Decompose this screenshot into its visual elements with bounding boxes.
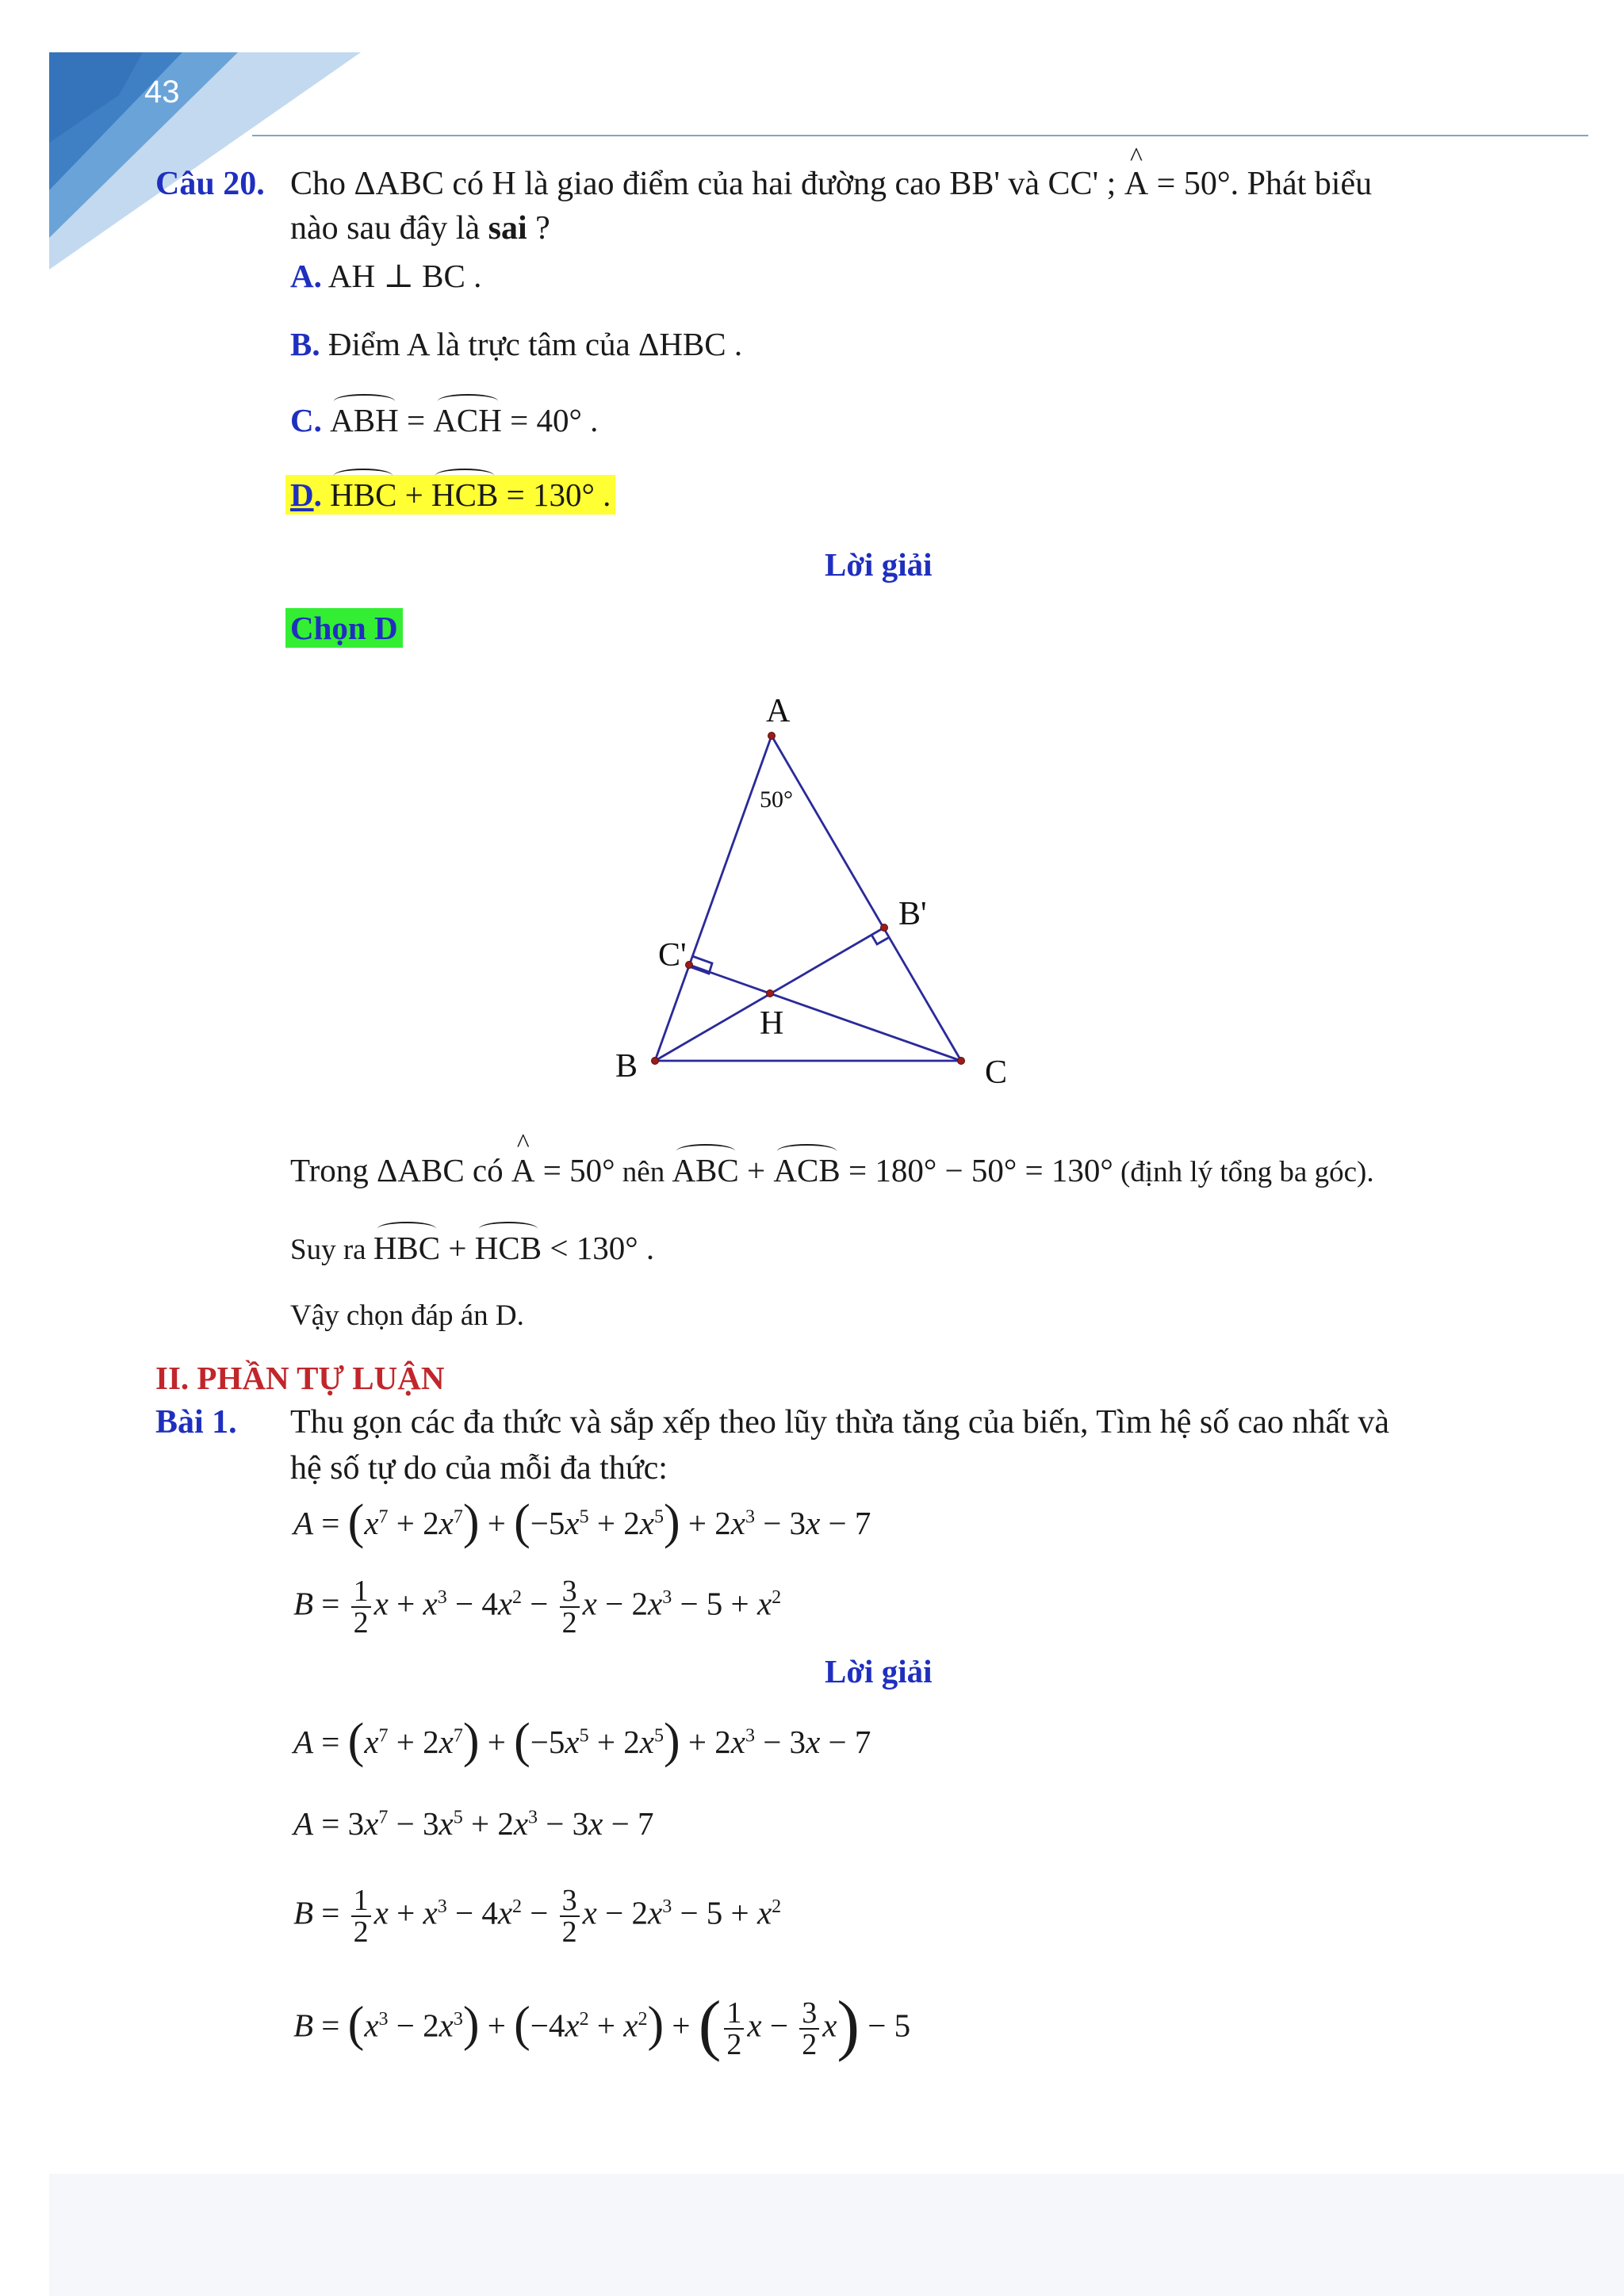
- label-b-prime: B': [898, 896, 927, 932]
- solution-formula-b2: $B = (x^3 - 2x^3) + (-4x^2 + x^2)$ + ( $\frac{1}{2}$ x − $\frac{3}{2}$ x) − 5: [293, 1986, 911, 2063]
- option-b: B. Điểm A là trực tâm của ΔHBC .: [290, 326, 743, 362]
- solution-formula-a2: $A = 3x^7 - 3x^5 + 2x^3 - 3x - 7$: [293, 1805, 654, 1842]
- label-b: B: [615, 1048, 638, 1085]
- label-c: C: [985, 1054, 1008, 1091]
- page-number: 43: [144, 75, 180, 109]
- solution-heading: Lời giải: [825, 546, 933, 583]
- exercise-line-2: hệ số tự do của mỗi đa thức:: [290, 1450, 668, 1487]
- triangle-figure: [587, 682, 1031, 1110]
- option-d: D. HBC + HCB = 130° .: [285, 474, 615, 515]
- header-rule: [252, 135, 1588, 136]
- side-ac: [772, 736, 961, 1061]
- question-line-2: nào sau đây là sai ?: [290, 210, 550, 247]
- label-a: A: [766, 693, 791, 729]
- altitude-cc: [689, 965, 961, 1061]
- formula-a: $A = (x^7 + 2x^7) + (-5x^5 + 2x^5) + 2x^3 - 3x - 7$: [293, 1495, 871, 1549]
- exercise-label: Bài 1.: [155, 1404, 237, 1441]
- question-line-1: Cho ΔABC có H là giao điểm của hai đường cao BB' và CC' ; ^ A = 50°. Phát biểu: [290, 163, 1372, 205]
- label-c-prime: C': [658, 937, 687, 974]
- right-angle-b: [871, 935, 888, 944]
- explanation-line-3: Vậy chọn đáp án D.: [290, 1299, 524, 1332]
- option-c: C. ABH = ACH = 40° .: [290, 400, 598, 441]
- solution-formula-b1: B = $\frac{1}{2}$ $x + x^3 - 4x^2$ − $\frac{3}{2}$ $x - 2x^3 - 5 + x^2$: [293, 1884, 782, 1949]
- section-title: II. PHẦN TỰ LUẬN: [155, 1360, 445, 1396]
- explanation-line-1: Trong ΔABC có ^ A = 50° nên ABC + ACB = 180° − 50° = 130° (định lý tổng ba góc).: [290, 1150, 1374, 1193]
- label-angle-50: 50°: [760, 786, 793, 813]
- angle-hat: ^ A: [1124, 163, 1148, 205]
- formula-b: B = $\frac{1}{2}$ $x + x^3 - 4x^2$ − $\frac{3}{2}$ $x - 2x^3 - 5 + x^2$: [293, 1575, 782, 1640]
- page-body: [49, 49, 1624, 2174]
- explanation-line-2: Suy ra HBC + HCB < 130° .: [290, 1227, 654, 1271]
- question-label: Câu 20.: [155, 166, 265, 202]
- solution-formula-a1: $A = (x^7 + 2x^7) + (-5x^5 + 2x^5) + 2x^3 - 3x - 7$: [293, 1714, 871, 1768]
- option-a: A. AH ⊥ BC .: [290, 258, 482, 294]
- choice-answer: Chọn D: [285, 607, 403, 649]
- label-h: H: [760, 1005, 784, 1042]
- exercise-line-1: Thu gọn các đa thức và sắp xếp theo lũy thừa tăng của biến, Tìm hệ số cao nhất và: [290, 1404, 1389, 1441]
- side-ab: [655, 736, 772, 1061]
- solution-2-heading: Lời giải: [825, 1653, 933, 1689]
